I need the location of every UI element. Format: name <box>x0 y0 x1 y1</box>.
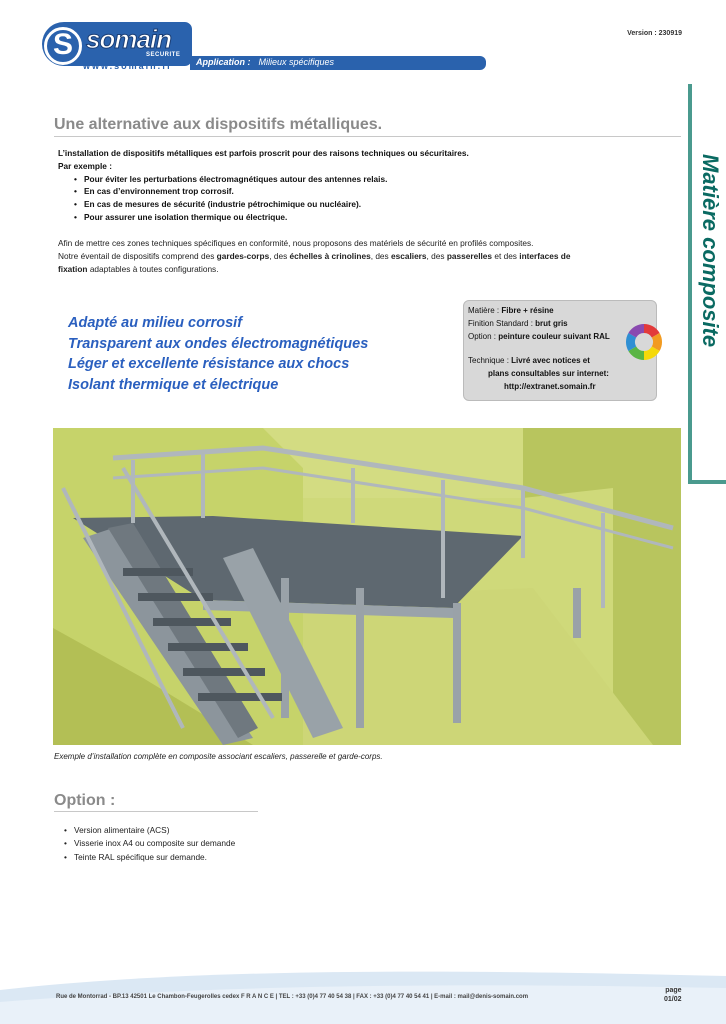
paragraph-line: Afin de mettre ces zones techniques spécifiques en conformité, nous proposons des matériels de sécurité en profilés composites. <box>58 238 534 248</box>
feature-item: Léger et excellente résistance aux chocs <box>68 356 350 372</box>
list-item: • Version alimentaire (ACS) <box>62 824 235 837</box>
option-divider <box>54 811 258 812</box>
version-label: Version : 230919 <box>627 30 682 37</box>
spec-url[interactable]: http://extranet.somain.fr <box>504 382 596 391</box>
feature-list <box>68 313 368 395</box>
installation-render-image <box>53 428 681 745</box>
footer-wave <box>0 950 726 1024</box>
spec-technique: Technique : Livré avec notices et <box>468 356 590 365</box>
footer-address: Rue de Montorrad - BP.13 42501 Le Chambon-Feugerolles cedex F R A N C E | TEL : +33 (0)4 77 40 54 38 | FAX : +33 (0)4 77 40 54 41 | E-mail : mail@denis-somain.com <box>56 994 529 1000</box>
ral-color-wheel-icon <box>624 322 664 362</box>
intro-line: L’installation de dispositifs métalliques est parfois proscrit pour des raisons techniques ou sécuritaires. <box>58 148 469 158</box>
list-item: • Pour éviter les perturbations électromagnétiques autour des antennes relais. <box>74 173 688 186</box>
intro-block <box>58 147 688 224</box>
side-tab-label: Matière composite <box>698 154 723 348</box>
title-divider <box>54 136 681 137</box>
description-paragraph <box>58 237 686 276</box>
list-item: • En cas de mesures de sécurité (industrie pétrochimique ou nucléaire). <box>74 198 688 211</box>
intro-example-label: Par exemple : <box>58 160 112 171</box>
list-item: • En cas d’environnement trop corrosif. <box>74 185 688 198</box>
spec-option: Option : peinture couleur suivant RAL <box>468 332 610 341</box>
spec-finition: Finition Standard : brut gris <box>468 319 568 328</box>
application-label: Application : Milieux spécifiques <box>196 57 335 67</box>
logo-tagline: SECURITE <box>146 52 181 58</box>
page-number: page 01/02 <box>664 987 682 1003</box>
application-value: Milieux spécifiques <box>258 57 335 67</box>
figure-caption: Exemple d’installation complète en composite associant escaliers, passerelle et garde-corps. <box>54 752 383 761</box>
logo-letter: S <box>52 28 73 61</box>
spec-technique-line2: plans consultables sur internet: <box>488 369 609 378</box>
website-link[interactable]: www.somain.fr <box>83 61 173 71</box>
option-list <box>62 824 235 864</box>
list-item: • Visserie inox A4 ou composite sur demande <box>62 837 235 850</box>
list-item: • Pour assurer une isolation thermique ou électrique. <box>74 211 688 224</box>
logo-name: somain <box>86 24 172 54</box>
paragraph-line: Notre éventail de dispositifs comprend des gardes-corps, des échelles à crinolines, des escaliers, des passerelles et des interfaces de <box>58 251 571 261</box>
paragraph-line: fixation adaptables à toutes configurations. <box>58 264 219 274</box>
feature-item: Transparent aux ondes électromagnétiques <box>68 335 369 352</box>
list-item: • Teinte RAL spécifique sur demande. <box>62 851 235 864</box>
feature-item: Adapté au milieu corrosif <box>68 315 243 331</box>
intro-bullet-list <box>58 173 688 224</box>
feature-item: Isolant thermique et électrique <box>68 376 279 393</box>
option-title: Option : <box>54 792 116 809</box>
section-title: Une alternative aux dispositifs métalliques. <box>54 116 383 133</box>
spec-matiere: Matière : Fibre + résine <box>468 306 554 315</box>
